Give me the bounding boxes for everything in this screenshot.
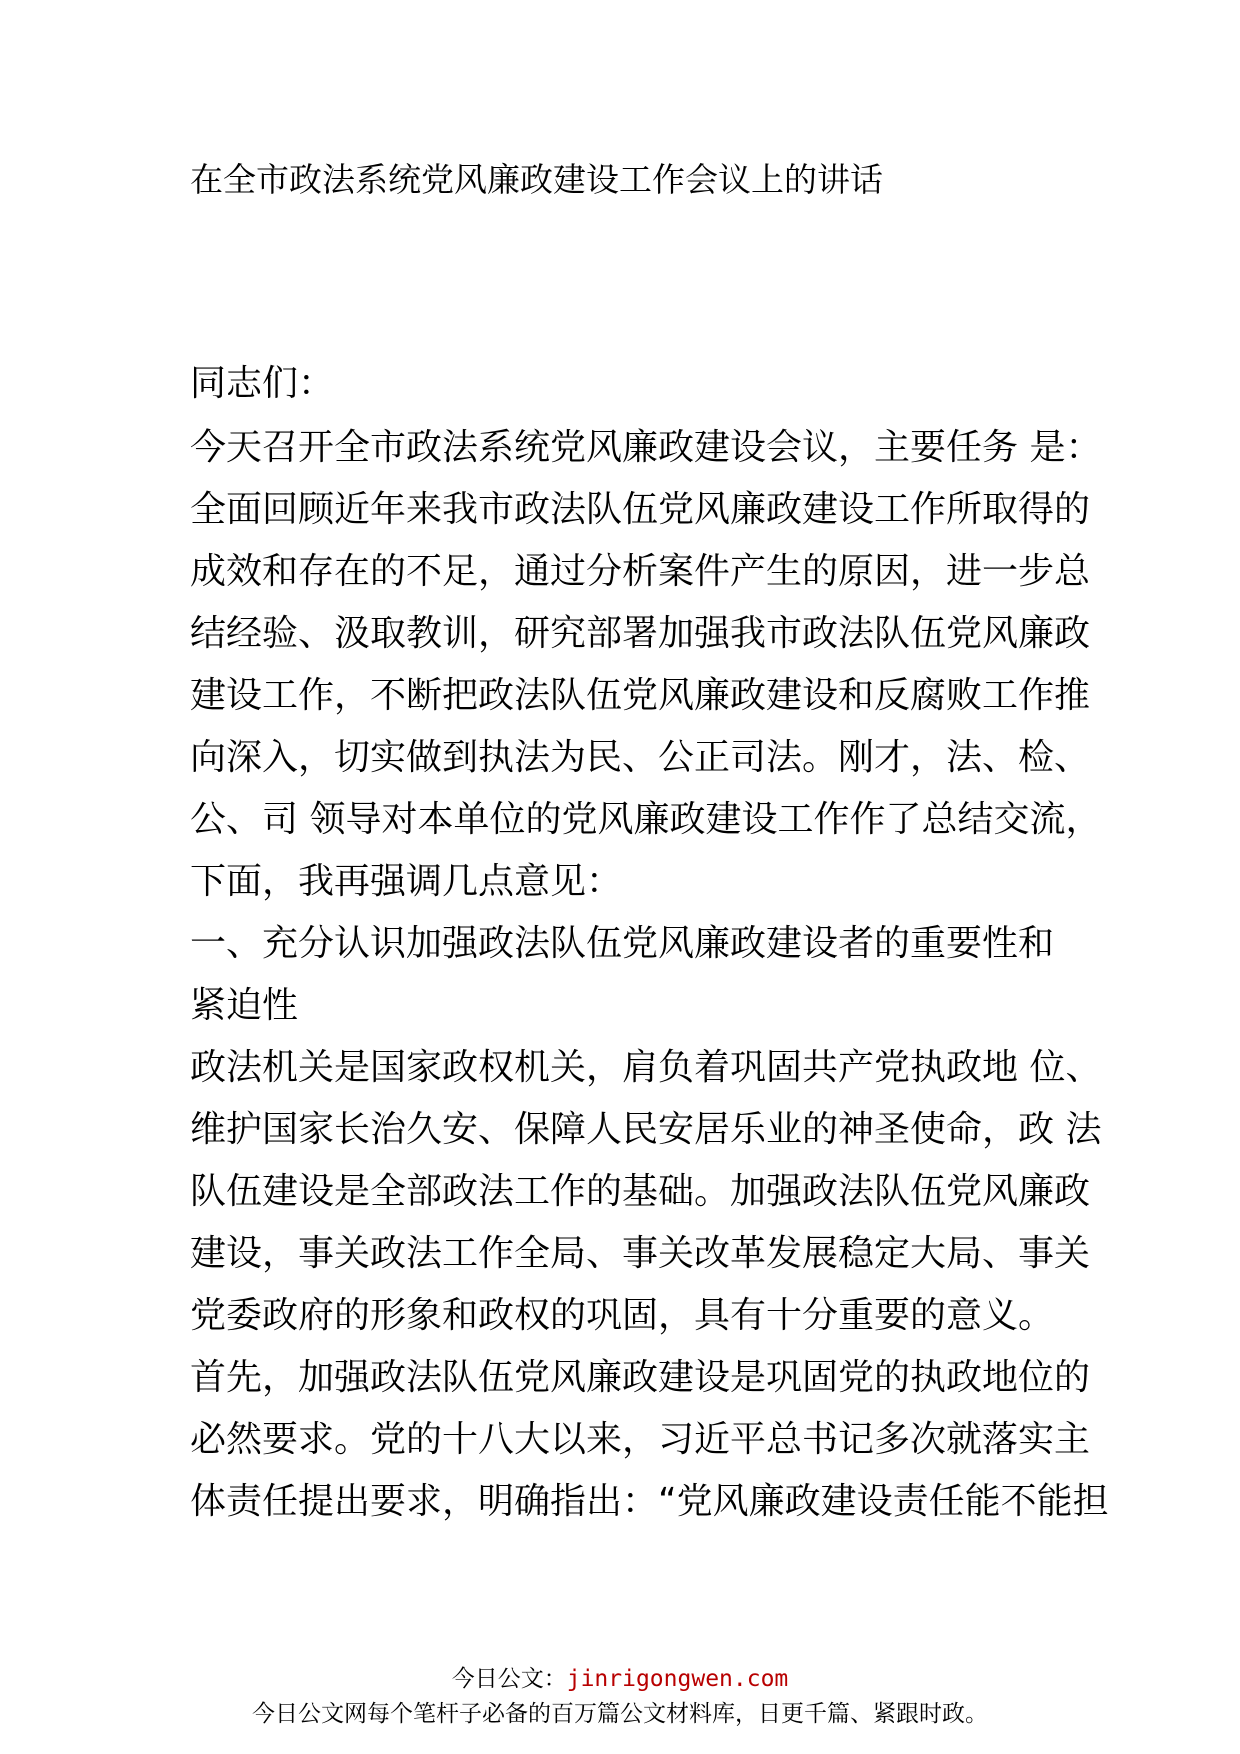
footer-site — [0, 1665, 1240, 1693]
body-line: 结经验、汲取教训，研究部署加强我市政法队伍党风廉政 — [190, 613, 1091, 654]
section-heading: 紧迫性 — [190, 985, 299, 1026]
footer-site-link[interactable]: jinrigongwen.com — [566, 1666, 789, 1692]
body-line: 成效和存在的不足，通过分析案件产生的原因，进一步总 — [190, 551, 1091, 592]
body-line: 今天召开全市政法系统党风廉政建设会议，主要任务 是： — [190, 427, 1102, 468]
body-line: 必然要求。党的十八大以来，习近平总书记多次就落实主 — [190, 1419, 1091, 1460]
body-line: 首先，加强政法队伍党风廉政建设是巩固党的执政地位的 — [190, 1357, 1091, 1398]
body-line: 建设工作，不断把政法队伍党风廉政建设和反腐败工作推 — [190, 675, 1091, 716]
body-line: 全面回顾近年来我市政法队伍党风廉政建设工作所取得的 — [190, 489, 1091, 530]
body-line: 下面，我再强调几点意见： — [190, 861, 623, 902]
salutation: 同志们： — [190, 363, 335, 404]
body-line: 体责任提出要求，明确指出：“党风廉政建设责任能不能担 — [190, 1481, 1109, 1522]
body-line: 政法机关是国家政权机关，肩负着巩固共产党执政地 位、 — [190, 1047, 1102, 1088]
document-title: 在全市政法系统党风廉政建设工作会议上的讲话 — [190, 160, 883, 199]
body-line: 建设，事关政法工作全局、事关改革发展稳定大局、事关 — [190, 1233, 1091, 1274]
body-line: 公、司 领导对本单位的党风廉政建设工作作了总结交流， — [190, 799, 1102, 840]
section-heading: 一、充分认识加强政法队伍党风廉政建设者的重要性和 — [190, 923, 1055, 964]
footer-site-label: 今日公文： — [451, 1666, 567, 1692]
body-line: 队伍建设是全部政法工作的基础。加强政法队伍党风廉政 — [190, 1171, 1091, 1212]
footer-tagline: 今日公文网每个笔杆子必备的百万篇公文材料库，日更千篇、紧跟时政。 — [252, 1701, 988, 1727]
body-line: 党委政府的形象和政权的巩固，具有十分重要的意义。 — [190, 1295, 1055, 1336]
body-line: 维护国家长治久安、保障人民安居乐业的神圣使命，政 法 — [190, 1109, 1102, 1150]
body-line: 向深入，切实做到执法为民、公正司法。刚才，法、检、 — [190, 737, 1091, 778]
